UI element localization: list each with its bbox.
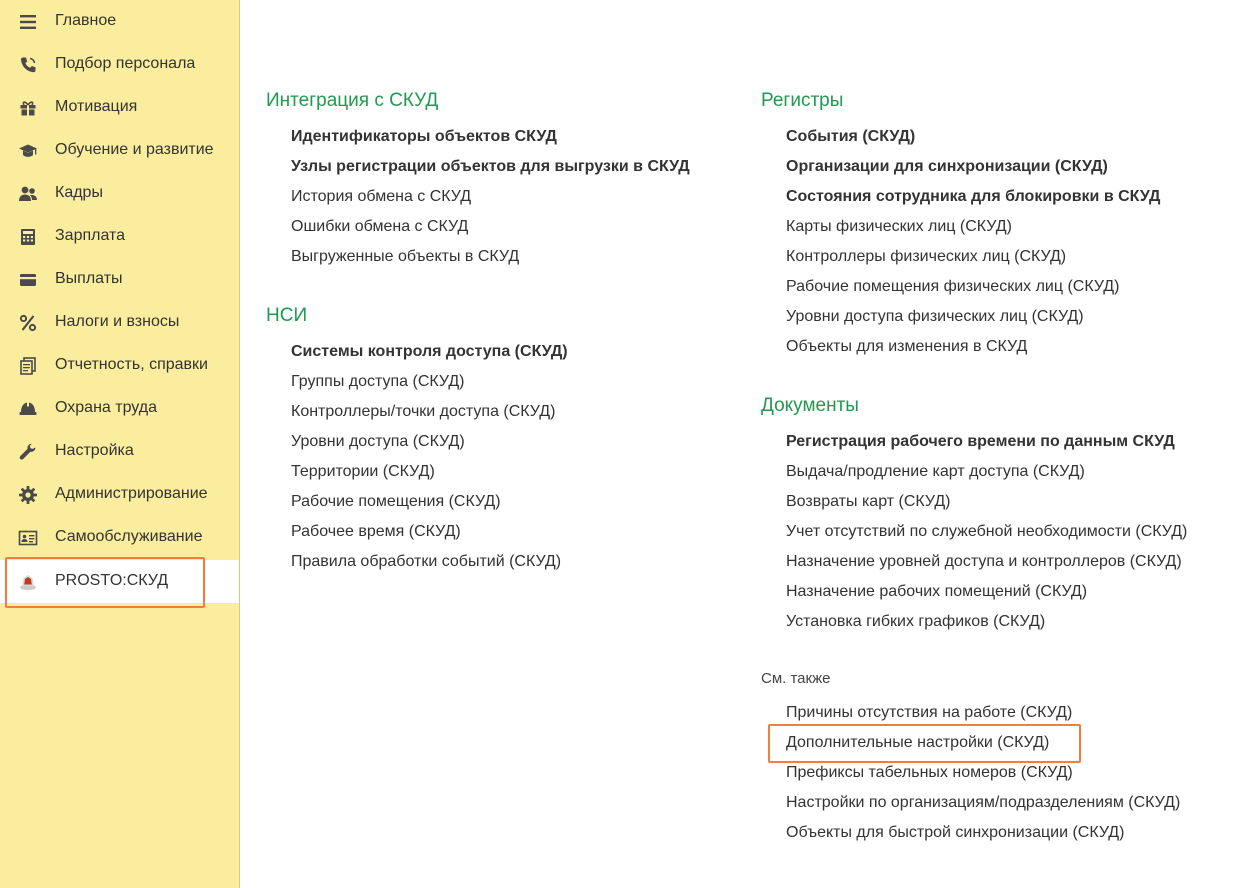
sidebar-item-prosto-skud[interactable] (0, 560, 239, 603)
helmet-icon (17, 399, 39, 419)
section-title-registers: Регистры (761, 90, 844, 111)
calculator-icon (17, 227, 39, 247)
sidebar-item-label: Самообслуживание (55, 528, 203, 545)
sidebar-item-label: Обучение и развитие (55, 141, 214, 158)
gear-icon (17, 485, 39, 505)
sidebar-item-administration[interactable] (0, 473, 239, 516)
sidebar (0, 0, 240, 888)
link-territories[interactable]: Территории (СКУД) (291, 463, 435, 480)
sidebar-item-label: Кадры (55, 184, 103, 201)
sidebar-item-payments[interactable] (0, 258, 239, 301)
sidebar-item-recruiting[interactable] (0, 43, 239, 86)
sidebar-item-label: Налоги и взносы (55, 313, 180, 330)
link-time-registration[interactable]: Регистрация рабочего времени по данным СКУД (786, 433, 1175, 450)
link-exchange-history[interactable]: История обмена с СКУД (291, 188, 472, 205)
link-work-rooms[interactable]: Рабочие помещения (СКУД) (291, 493, 501, 510)
sidebar-item-self-service[interactable] (0, 516, 239, 559)
sidebar-item-label: Администрирование (55, 485, 208, 502)
link-employee-block-states[interactable]: Состояния сотрудника для блокировки в СКУД (786, 188, 1161, 205)
link-person-access-levels[interactable]: Уровни доступа физических лиц (СКУД) (786, 308, 1084, 325)
id-card-icon (17, 528, 39, 548)
link-exported-objects[interactable]: Выгруженные объекты в СКУД (291, 248, 520, 265)
link-working-time[interactable]: Рабочее время (СКУД) (291, 523, 461, 540)
link-registration-nodes[interactable]: Узлы регистрации объектов для выгрузки в СКУД (291, 158, 690, 175)
see-also-title: См. также (761, 670, 831, 687)
link-events[interactable]: События (СКУД) (786, 128, 916, 145)
sidebar-item-reports[interactable] (0, 344, 239, 387)
link-exchange-errors[interactable]: Ошибки обмена с СКУД (291, 218, 469, 235)
sidebar-item-label: Настройка (55, 442, 134, 459)
link-assign-work-rooms[interactable]: Назначение рабочих помещений (СКУД) (786, 583, 1088, 600)
sidebar-item-label: Зарплата (55, 227, 126, 244)
link-access-levels[interactable]: Уровни доступа (СКУД) (291, 433, 465, 450)
link-flexible-schedules[interactable]: Установка гибких графиков (СКУД) (786, 613, 1046, 630)
phone-icon (17, 55, 39, 75)
wrench-icon (17, 442, 39, 462)
link-person-cards[interactable]: Карты физических лиц (СКУД) (786, 218, 1012, 235)
sidebar-item-salary[interactable] (0, 215, 239, 258)
link-objects-to-change[interactable]: Объекты для изменения в СКУД (786, 338, 1028, 355)
sidebar-item-label: Главное (55, 12, 117, 29)
sidebar-item-main[interactable] (0, 0, 239, 43)
link-access-control-systems[interactable]: Системы контроля доступа (СКУД) (291, 343, 568, 360)
documents-icon (17, 356, 39, 376)
link-person-controllers[interactable]: Контроллеры физических лиц (СКУД) (786, 248, 1067, 265)
sidebar-item-settings[interactable] (0, 430, 239, 473)
sidebar-item-taxes[interactable] (0, 301, 239, 344)
link-object-identifiers[interactable]: Идентификаторы объектов СКУД (291, 128, 557, 145)
link-card-issue[interactable]: Выдача/продление карт доступа (СКУД) (786, 463, 1085, 480)
link-person-work-rooms[interactable]: Рабочие помещения физических лиц (СКУД) (786, 278, 1120, 295)
sidebar-item-label: Охрана труда (55, 399, 157, 416)
menu-lines-icon (17, 12, 39, 32)
sidebar-item-label: Отчетность, справки (55, 356, 208, 373)
people-icon (17, 184, 39, 204)
link-absence-reasons[interactable]: Причины отсутствия на работе (СКУД) (786, 704, 1073, 721)
graduation-cap-icon (17, 141, 39, 161)
link-event-processing-rules[interactable]: Правила обработки событий (СКУД) (291, 553, 562, 570)
link-org-department-settings[interactable]: Настройки по организациям/подразделениям (СКУД) (786, 794, 1181, 811)
prosto-skud-icon (17, 572, 39, 592)
percent-icon (17, 313, 39, 333)
sidebar-item-training[interactable] (0, 129, 239, 172)
sidebar-item-label: Подбор персонала (55, 55, 196, 72)
sidebar-item-hr[interactable] (0, 172, 239, 215)
gift-icon (17, 98, 39, 118)
link-additional-settings[interactable]: Дополнительные настройки (СКУД) (786, 734, 1050, 751)
sidebar-item-safety[interactable] (0, 387, 239, 430)
link-controllers-access-points[interactable]: Контроллеры/точки доступа (СКУД) (291, 403, 556, 420)
link-assign-access-levels[interactable]: Назначение уровней доступа и контроллеров (СКУД) (786, 553, 1182, 570)
sidebar-item-label: Мотивация (55, 98, 138, 115)
link-access-groups[interactable]: Группы доступа (СКУД) (291, 373, 465, 390)
link-business-absences[interactable]: Учет отсутствий по служебной необходимости (СКУД) (786, 523, 1188, 540)
link-quick-sync-objects[interactable]: Объекты для быстрой синхронизации (СКУД) (786, 824, 1125, 841)
link-personnel-number-prefixes[interactable]: Префиксы табельных номеров (СКУД) (786, 764, 1073, 781)
section-title-nsi: НСИ (266, 305, 308, 326)
card-icon (17, 270, 39, 290)
sidebar-item-motivation[interactable] (0, 86, 239, 129)
sidebar-item-label: Выплаты (55, 270, 123, 287)
section-title-documents: Документы (761, 395, 859, 416)
section-title-integration: Интеграция с СКУД (266, 90, 439, 111)
link-card-returns[interactable]: Возвраты карт (СКУД) (786, 493, 951, 510)
sidebar-item-label: PROSTO:СКУД (55, 572, 169, 589)
link-sync-organizations[interactable]: Организации для синхронизации (СКУД) (786, 158, 1108, 175)
